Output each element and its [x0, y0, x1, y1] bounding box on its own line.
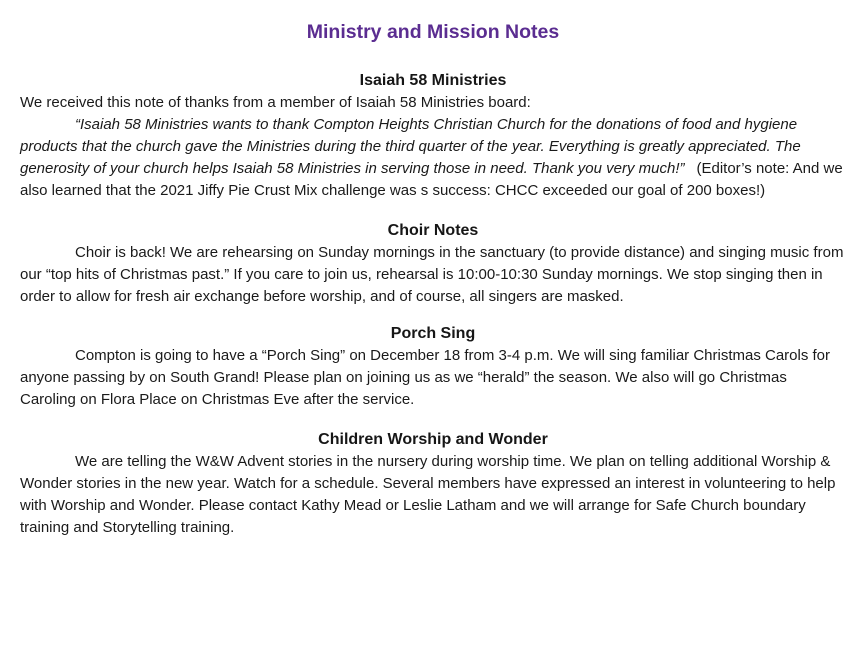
section-isaiah-58-ministries [20, 70, 846, 202]
page-title: Ministry and Mission Notes [306, 21, 560, 43]
isaiah-quote-paragraph [20, 114, 846, 202]
section-heading-isaiah-58-ministries: Isaiah 58 Ministries [359, 72, 507, 89]
section-heading-porch-sing: Porch Sing [390, 325, 476, 342]
children-worship-paragraph: We are telling the W&W Advent stories in the nursery during worship time. We plan on telling additional Worship & Wonder stories in the new year. Watch for a schedule. Several members have expressed an interest in volunteering to help with Worship and Wonder. Please contact Kathy Mead or Leslie Latham and we will arrange for Safe Church boundary training and Storytelling training. [20, 453, 836, 536]
porch-sing-paragraph: Compton is going to have a “Porch Sing” on December 18 from 3-4 p.m. We will sing familiar Christmas Carols for anyone passing by on South Grand! Please plan on joining us as we “herald” the season. We also will go Christmas Caroling on Flora Place on Christmas Eve after the service. [20, 347, 831, 408]
section-porch-sing [20, 323, 846, 411]
section-choir-notes [20, 220, 846, 308]
section-heading-children-worship-and-wonder: Children Worship and Wonder [318, 431, 548, 448]
section-children-worship-and-wonder [20, 429, 846, 539]
isaiah-intro-paragraph: We received this note of thanks from a member of Isaiah 58 Ministries board: [20, 94, 531, 111]
isaiah-quote-text: “Isaiah 58 Ministries wants to thank Compton Heights Christian Church for the donations of food and hygiene products that the church gave the Ministries during the third quarter of the year. Everything is greatly appreciated. The generosity of your church helps Isaiah 58 Ministries in serving those in need. Thank you very much!” [20, 116, 801, 177]
section-heading-choir-notes: Choir Notes [387, 222, 479, 239]
choir-notes-paragraph: Choir is back! We are rehearsing on Sunday mornings in the sanctuary (to provide distance) and singing music from our “top hits of Christmas past.” If you care to join us, rehearsal is 10:00-10:30 Sunday mornings. We stop singing then in order to allow for fresh air exchange before worship, and of course, all singers are masked. [20, 244, 844, 305]
editor-note-text: (Editor’s note: And we also learned that the 2021 Jiffy Pie Crust Mix challenge was s success: CHCC exceeded our goal of 200 boxes!) [20, 160, 843, 199]
